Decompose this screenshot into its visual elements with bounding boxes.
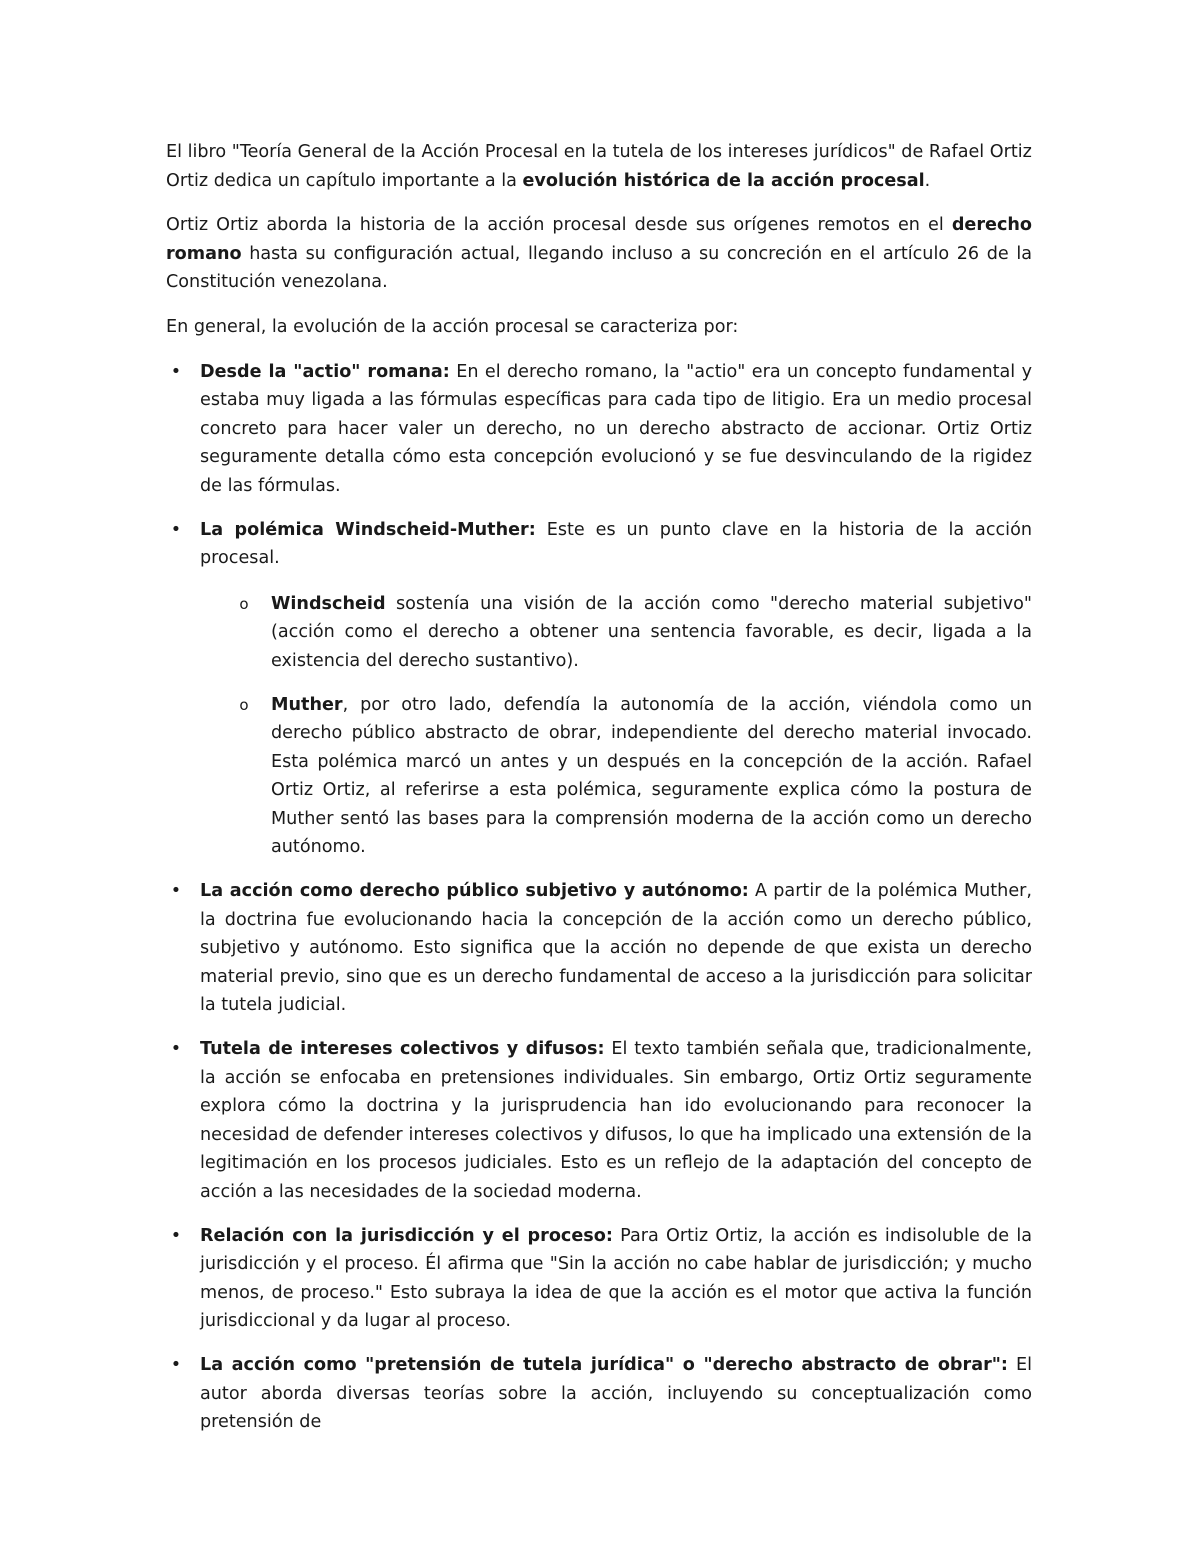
list-item [166,877,1032,1020]
intro-text: El libro "Teoría General de la Acción Procesal en la tutela de los intereses jurídicos" de Rafael Ortiz Ortiz dedica un capítulo importante a la [166,142,1032,191]
sub-item-title: Muther [271,694,343,715]
list-item [166,1035,1032,1207]
intro-period: . [924,170,931,191]
list-item [166,1351,1032,1437]
bullet-icon: • [170,881,182,902]
list-item-text: Este es un punto clave en la historia de la acción procesal. [200,519,1032,569]
intro-paragraph-1 [166,138,1032,195]
list-item-title: Desde la "actio" romana: [200,361,450,382]
list-item-text: El texto también señala que, tradicionalmente, la acción se enfocaba en pretensiones individuales. Sin embargo, Ortiz Ortiz seguramente explora cómo la doctrina y la jurisprudencia han ido evolucionando para reconocer la necesidad de defender intereses colectivos y difusos, lo que ha implicado una extensión de la legitimación en los procesos judiciales. Esto es un reflejo de la adaptación del concepto de acción a las necesidades de la sociedad moderna. [200,1039,1032,1202]
list-item-text: Para Ortiz Ortiz, la acción es indisoluble de la jurisdicción y el proceso. Él afirma que "Sin la acción no cabe hablar de jurisdicción; y mucho menos, de proceso." Esto subraya la idea de que la acción es el motor que activa la función jurisdiccional y da lugar al proceso. [200,1225,1032,1332]
intro-paragraph-2 [166,211,1032,297]
sub-item-title: Windscheid [271,593,386,614]
list-item-text: A partir de la polémica Muther, la doctrina fue evolucionando hacia la concepción de la acción como un derecho público, subjetivo y autónomo. Esto significa que la acción no depende de que exista un derecho material previo, sino que es un derecho fundamental de acceso a la jurisdicción para solicitar la tutela judicial. [200,881,1032,1016]
list-item [166,1222,1032,1336]
paragraph-2-bold: derecho romano [166,215,1032,264]
bullet-icon: • [170,1225,182,1246]
sub-list-item [200,590,1032,676]
list-item-text: En el derecho romano, la "actio" era un concepto fundamental y estaba muy ligada a las fórmulas específicas para cada tipo de litigio. Era un medio procesal concreto para hacer valer un derecho, no un derecho abstracto de accionar. Ortiz Ortiz seguramente detalla cómo esta concepción evolucionó y se fue desvinculando de la rigidez de las fórmulas. [200,361,1032,496]
sub-item-text: sostenía una visión de la acción como "derecho material subjetivo" (acción como el derecho a obtener una sentencia favorable, es decir, ligada a la existencia del derecho sustantivo). [271,593,1032,671]
bullet-icon: • [170,1354,182,1375]
list-item-text: El autor aborda diversas teorías sobre la acción, incluyendo su conceptualización como pretensión de [200,1354,1032,1433]
list-item-title: La acción como derecho público subjetivo y autónomo: [200,881,749,902]
intro-paragraph-3: En general, la evolución de la acción procesal se caracteriza por: [166,316,739,337]
paragraph-2-text-b: hasta su configuración actual, llegando incluso a su concreción en el artículo 26 de la Constitución venezolana. [166,243,1032,293]
bullet-icon: • [170,1039,182,1060]
list-item [166,516,1032,863]
list-item-title: La polémica Windscheid-Muther: [200,519,536,540]
list-item-title: Tutela de intereses colectivos y difusos: [200,1039,605,1060]
sub-list-item [200,691,1032,863]
bullet-icon: • [170,361,182,382]
bullet-icon: • [170,519,182,540]
sub-list [200,590,1032,862]
list-item-title: Relación con la jurisdicción y el proceso: [200,1225,613,1246]
circle-bullet-icon: o [239,695,249,714]
bullet-list [166,358,1032,1437]
paragraph-2-text-a: Ortiz Ortiz aborda la historia de la acción procesal desde sus orígenes remotos en el [166,215,952,236]
sub-item-text: , por otro lado, defendía la autonomía de la acción, viéndola como un derecho público abstracto de obrar, independiente del derecho material invocado. Esta polémica marcó un antes y un después en la concepción de la acción. Rafael Ortiz Ortiz, al referirse a esta polémica, seguramente explica cómo la postura de Muther sentó las bases para la comprensión moderna de la acción como un derecho autónomo. [271,694,1032,858]
intro-bold-phrase: evolución histórica de la acción procesal [522,170,925,191]
list-item-title: La acción como "pretensión de tutela jurídica" o "derecho abstracto de obrar": [200,1354,1008,1375]
list-item [166,358,1032,501]
circle-bullet-icon: o [239,594,249,613]
